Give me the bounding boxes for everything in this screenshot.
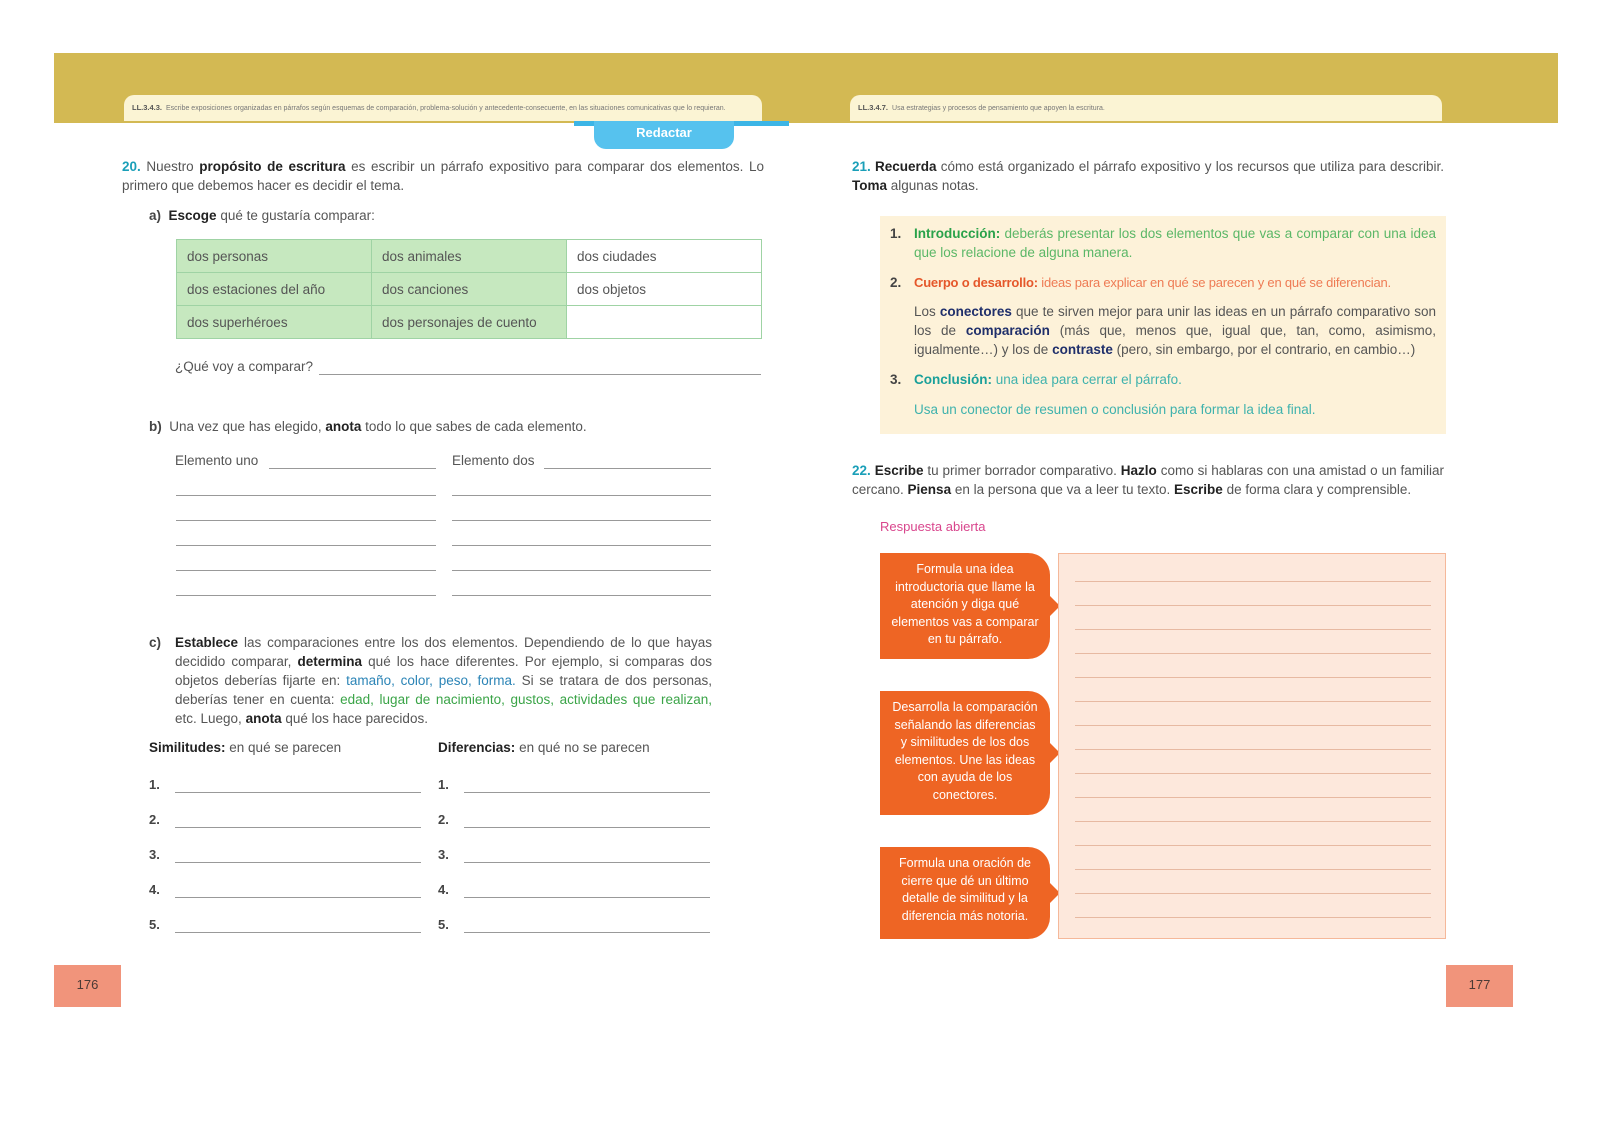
writing-line[interactable] bbox=[1075, 869, 1431, 870]
item-c-letter: c) bbox=[149, 635, 162, 650]
writing-line[interactable] bbox=[1075, 701, 1431, 702]
option-cell[interactable]: dos personas bbox=[177, 240, 372, 273]
note-introduccion: Introducción: deberás presentar los dos elementos que vas a comparar con una idea que los relacione de alguna manera. bbox=[914, 226, 1436, 260]
answer-line[interactable] bbox=[176, 569, 436, 571]
skill-text: Escribe exposiciones organizadas en párrafos según esquemas de comparación, problema-solución y antecedente-consecuente, en las situaciones comunicativas que lo requieran. bbox=[166, 105, 726, 112]
list-number: 2. bbox=[149, 812, 160, 827]
question-20: 20. Nuestro propósito de escritura es escribir un párrafo expositivo para comparar dos elementos. Lo primero que debemos hacer es decidir el tema. bbox=[122, 159, 764, 193]
writing-line[interactable] bbox=[1075, 605, 1431, 606]
note-number: 1. bbox=[890, 226, 902, 241]
open-answer-label: Respuesta abierta bbox=[880, 519, 986, 534]
answer-line[interactable] bbox=[452, 594, 711, 596]
diferencia-line[interactable] bbox=[464, 931, 710, 933]
answer-line[interactable] bbox=[452, 494, 711, 496]
list-number: 4. bbox=[438, 882, 449, 897]
page-number-left: 176 bbox=[54, 965, 121, 1007]
diferencia-line[interactable] bbox=[464, 791, 710, 793]
writing-line[interactable] bbox=[1075, 845, 1431, 846]
compare-question-label: ¿Qué voy a comparar? bbox=[175, 359, 314, 374]
answer-line[interactable] bbox=[176, 544, 436, 546]
similitud-line[interactable] bbox=[175, 791, 421, 793]
diferencia-line[interactable] bbox=[464, 826, 710, 828]
writing-line[interactable] bbox=[1075, 629, 1431, 630]
similitud-line[interactable] bbox=[175, 896, 421, 898]
option-cell[interactable] bbox=[567, 306, 762, 339]
writing-line[interactable] bbox=[1075, 653, 1431, 654]
guide-desarrollo: Desarrolla la comparación señalando las diferencias y similitudes de los dos elementos. Une las ideas con ayuda de los conectores. bbox=[880, 691, 1050, 815]
list-number: 3. bbox=[149, 847, 160, 862]
list-number: 4. bbox=[149, 882, 160, 897]
writing-line[interactable] bbox=[1075, 749, 1431, 750]
item-c: Establece las comparaciones entre los dos elementos. Dependiendo de lo que hayas decidido comparar, determina qué los hace diferentes. Por ejemplo, si comparas dos objetos deberías fijarte en: tamaño, color, peso, forma. Si se tratara de dos personas, deberías tener en cuenta: edad, lugar de nacimiento, gustos, actividades que realizan, etc. Luego, anota qué los hace parecidos. bbox=[175, 635, 713, 726]
answer-line[interactable] bbox=[544, 467, 711, 469]
note-conclusion-extra: Usa un conector de resumen o conclusión para formar la idea final. bbox=[914, 402, 1316, 417]
answer-line[interactable] bbox=[452, 569, 711, 571]
similitud-line[interactable] bbox=[175, 861, 421, 863]
answer-line[interactable] bbox=[176, 594, 436, 596]
guide-cierre: Formula una oración de cierre que dé un último detalle de similitud y la diferencia más notoria. bbox=[880, 847, 1050, 939]
question-22: 22. Escribe tu primer borrador comparativo. Hazlo como si hablaras con una amistad o un familiar cercano. Piensa en la persona que va a leer tu texto. Escribe de forma clara y comprensible. bbox=[852, 463, 1444, 497]
book-spread bbox=[54, 53, 1558, 1031]
compare-answer-line[interactable] bbox=[319, 373, 761, 375]
option-cell[interactable]: dos superhéroes bbox=[177, 306, 372, 339]
item-b: b) Una vez que has elegido, anota todo lo que sabes de cada elemento. bbox=[149, 419, 587, 434]
option-cell[interactable]: dos objetos bbox=[567, 273, 762, 306]
diferencia-line[interactable] bbox=[464, 896, 710, 898]
option-cell[interactable]: dos estaciones del año bbox=[177, 273, 372, 306]
list-number: 3. bbox=[438, 847, 449, 862]
answer-line[interactable] bbox=[452, 519, 711, 521]
writing-line[interactable] bbox=[1075, 797, 1431, 798]
skill-code: LL.3.4.3. bbox=[132, 103, 163, 112]
list-number: 1. bbox=[149, 777, 160, 792]
list-number: 5. bbox=[438, 917, 449, 932]
note-number: 2. bbox=[890, 275, 902, 290]
diferencia-line[interactable] bbox=[464, 861, 710, 863]
answer-line[interactable] bbox=[176, 519, 436, 521]
item-a: a) Escoge qué te gustaría comparar: bbox=[149, 208, 375, 223]
skill-text: Usa estrategias y procesos de pensamiento que apoyen la escritura. bbox=[892, 105, 1105, 112]
element-one-label: Elemento uno bbox=[175, 453, 259, 468]
writing-line[interactable] bbox=[1075, 917, 1431, 918]
writing-line[interactable] bbox=[1075, 581, 1431, 582]
writing-line[interactable] bbox=[1075, 725, 1431, 726]
answer-line[interactable] bbox=[452, 544, 711, 546]
writing-line[interactable] bbox=[1075, 773, 1431, 774]
note-cuerpo: Cuerpo o desarrollo: ideas para explicar en qué se parecen y en qué se diferencian. bbox=[914, 275, 1391, 290]
list-number: 1. bbox=[438, 777, 449, 792]
element-two-label: Elemento dos bbox=[452, 453, 535, 468]
options-table bbox=[176, 239, 762, 339]
note-conectores: Los conectores que te sirven mejor para unir las ideas en un párrafo comparativo son los de comparación (más que, menos que, igual que, tan, como, asimismo, igualmente…) y los de contraste (pero, sin embargo, por el contrario, en cambio…) bbox=[914, 304, 1436, 357]
writing-line[interactable] bbox=[1075, 821, 1431, 822]
list-number: 5. bbox=[149, 917, 160, 932]
answer-line[interactable] bbox=[269, 467, 436, 469]
option-cell[interactable]: dos personajes de cuento bbox=[372, 306, 567, 339]
writing-line[interactable] bbox=[1075, 893, 1431, 894]
section-tab-redactar: Redactar bbox=[594, 121, 734, 149]
answer-line[interactable] bbox=[176, 494, 436, 496]
question-21: 21. Recuerda cómo está organizado el párrafo expositivo y los recursos que utiliza para describir. Toma algunas notas. bbox=[852, 159, 1444, 193]
similitud-line[interactable] bbox=[175, 931, 421, 933]
skill-indicator-right bbox=[850, 95, 1442, 121]
guide-introduccion: Formula una idea introductoria que llame la atención y diga qué elementos vas a comparar en tu párrafo. bbox=[880, 553, 1050, 659]
note-conclusion: Conclusión: una idea para cerrar el párrafo. bbox=[914, 372, 1182, 387]
list-number: 2. bbox=[438, 812, 449, 827]
similitud-line[interactable] bbox=[175, 826, 421, 828]
option-cell[interactable]: dos canciones bbox=[372, 273, 567, 306]
skill-code: LL.3.4.7. bbox=[858, 103, 889, 112]
skill-indicator-left bbox=[124, 95, 762, 121]
writing-line[interactable] bbox=[1075, 677, 1431, 678]
diferencias-heading: Diferencias: en qué no se parecen bbox=[438, 740, 650, 755]
page-number-right: 177 bbox=[1446, 965, 1513, 1007]
option-cell[interactable]: dos ciudades bbox=[567, 240, 762, 273]
note-number: 3. bbox=[890, 372, 902, 387]
similitudes-heading: Similitudes: en qué se parecen bbox=[149, 740, 342, 755]
draft-writing-area[interactable] bbox=[1058, 553, 1446, 939]
option-cell[interactable]: dos animales bbox=[372, 240, 567, 273]
